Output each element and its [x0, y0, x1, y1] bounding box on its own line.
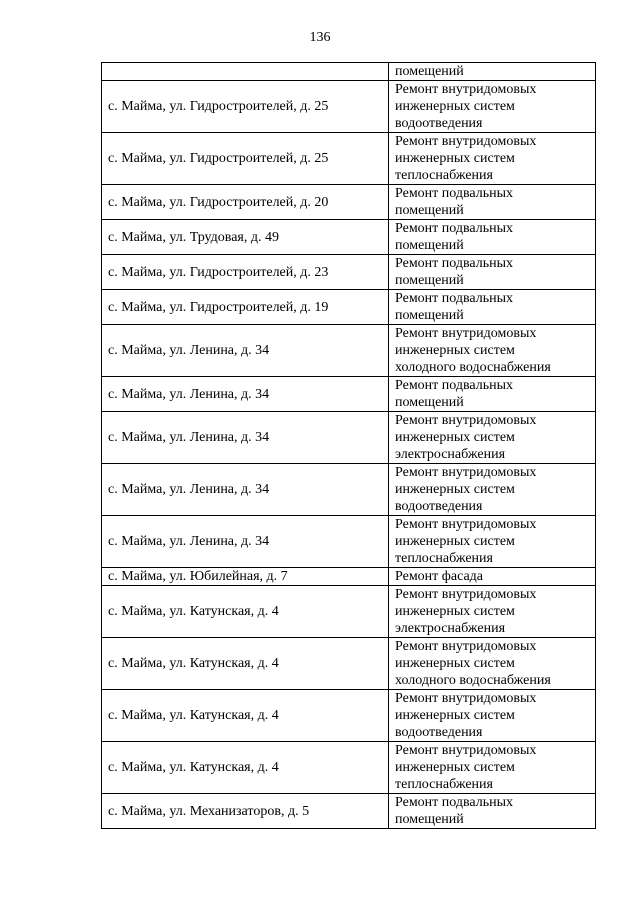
address-cell: с. Майма, ул. Катунская, д. 4: [102, 638, 389, 690]
address-cell: с. Майма, ул. Гидростроителей, д. 19: [102, 290, 389, 325]
table-row: [102, 325, 596, 377]
table-row: [102, 81, 596, 133]
work-type-line: помещений: [395, 203, 464, 218]
address-cell: с. Майма, ул. Катунская, д. 4: [102, 586, 389, 638]
work-type-line: Ремонт подвальных: [395, 256, 514, 271]
table-row: [102, 255, 596, 290]
address-cell: с. Майма, ул. Катунская, д. 4: [102, 742, 389, 794]
address-cell: [102, 63, 389, 81]
work-type-line: инженерных систем: [395, 708, 515, 723]
work-type-cell: [389, 220, 596, 255]
work-type-cell: [389, 255, 596, 290]
work-type-line: теплоснабжения: [395, 551, 493, 566]
table-row: [102, 794, 596, 829]
work-type-line: Ремонт внутридомовых: [395, 691, 537, 706]
work-type-line: Ремонт внутридомовых: [395, 517, 537, 532]
work-type-line: Ремонт подвальных: [395, 291, 514, 306]
table-row: [102, 185, 596, 220]
work-type-cell: [389, 63, 596, 81]
table-row: [102, 377, 596, 412]
table-row: [102, 568, 596, 586]
work-type-cell: [389, 133, 596, 185]
work-type-line: водоотведения: [395, 499, 483, 514]
table-row: [102, 464, 596, 516]
repair-table: [101, 62, 596, 829]
work-type-cell: [389, 325, 596, 377]
work-type-line: электроснабжения: [395, 621, 506, 636]
work-type-line: Ремонт внутридомовых: [395, 134, 537, 149]
address-cell: с. Майма, ул. Ленина, д. 34: [102, 325, 389, 377]
table-row: [102, 638, 596, 690]
work-type-cell: [389, 690, 596, 742]
work-type-line: Ремонт подвальных: [395, 378, 514, 393]
address-cell: с. Майма, ул. Ленина, д. 34: [102, 377, 389, 412]
work-type-line: инженерных систем: [395, 604, 515, 619]
work-type-line: инженерных систем: [395, 656, 515, 671]
work-type-line: Ремонт фасада: [395, 569, 484, 584]
repair-table-body: [102, 63, 596, 829]
work-type-line: инженерных систем: [395, 151, 515, 166]
address-cell: с. Майма, ул. Ленина, д. 34: [102, 412, 389, 464]
address-cell: с. Майма, ул. Катунская, д. 4: [102, 690, 389, 742]
work-type-line: Ремонт внутридомовых: [395, 465, 537, 480]
work-type-line: инженерных систем: [395, 760, 515, 775]
work-type-line: Ремонт внутридомовых: [395, 82, 537, 97]
work-type-line: холодного водоснабжения: [395, 673, 551, 688]
work-type-cell: [389, 742, 596, 794]
work-type-line: водоотведения: [395, 116, 483, 131]
table-row: [102, 586, 596, 638]
work-type-line: помещений: [395, 395, 464, 410]
work-type-line: Ремонт подвальных: [395, 795, 514, 810]
table-row: [102, 290, 596, 325]
address-cell: с. Майма, ул. Ленина, д. 34: [102, 464, 389, 516]
address-cell: с. Майма, ул. Трудовая, д. 49: [102, 220, 389, 255]
work-type-cell: [389, 638, 596, 690]
work-type-line: Ремонт внутридомовых: [395, 639, 537, 654]
table-row: [102, 516, 596, 568]
work-type-cell: [389, 412, 596, 464]
address-cell: с. Майма, ул. Гидростроителей, д. 25: [102, 133, 389, 185]
work-type-line: помещений: [395, 812, 464, 827]
work-type-line: Ремонт внутридомовых: [395, 587, 537, 602]
work-type-cell: [389, 516, 596, 568]
table-row: [102, 742, 596, 794]
work-type-line: Ремонт внутридомовых: [395, 743, 537, 758]
table-row: [102, 412, 596, 464]
table-row: [102, 690, 596, 742]
work-type-line: помещений: [395, 238, 464, 253]
work-type-line: Ремонт внутридомовых: [395, 413, 537, 428]
address-cell: с. Майма, ул. Ленина, д. 34: [102, 516, 389, 568]
work-type-cell: [389, 377, 596, 412]
address-cell: с. Майма, ул. Механизаторов, д. 5: [102, 794, 389, 829]
work-type-line: помещений: [395, 273, 464, 288]
work-type-line: инженерных систем: [395, 534, 515, 549]
work-type-line: теплоснабжения: [395, 168, 493, 183]
work-type-cell: [389, 185, 596, 220]
work-type-line: электроснабжения: [395, 447, 506, 462]
work-type-line: Ремонт подвальных: [395, 186, 514, 201]
work-type-line: Ремонт внутридомовых: [395, 326, 537, 341]
work-type-line: инженерных систем: [395, 343, 515, 358]
page-number: 136: [309, 30, 331, 45]
address-cell: с. Майма, ул. Гидростроителей, д. 25: [102, 81, 389, 133]
work-type-cell: [389, 568, 596, 586]
work-type-line: помещений: [395, 308, 464, 323]
work-type-cell: [389, 290, 596, 325]
table-row: [102, 63, 596, 81]
address-cell: с. Майма, ул. Гидростроителей, д. 20: [102, 185, 389, 220]
work-type-line: теплоснабжения: [395, 777, 493, 792]
work-type-line: инженерных систем: [395, 482, 515, 497]
work-type-line: помещений: [395, 64, 464, 79]
work-type-line: инженерных систем: [395, 430, 515, 445]
work-type-cell: [389, 464, 596, 516]
work-type-cell: [389, 81, 596, 133]
address-cell: с. Майма, ул. Гидростроителей, д. 23: [102, 255, 389, 290]
work-type-line: инженерных систем: [395, 99, 515, 114]
table-row: [102, 133, 596, 185]
work-type-cell: [389, 586, 596, 638]
work-type-line: водоотведения: [395, 725, 483, 740]
address-cell: с. Майма, ул. Юбилейная, д. 7: [102, 568, 389, 586]
work-type-cell: [389, 794, 596, 829]
work-type-line: холодного водоснабжения: [395, 360, 551, 375]
work-type-line: Ремонт подвальных: [395, 221, 514, 236]
table-row: [102, 220, 596, 255]
